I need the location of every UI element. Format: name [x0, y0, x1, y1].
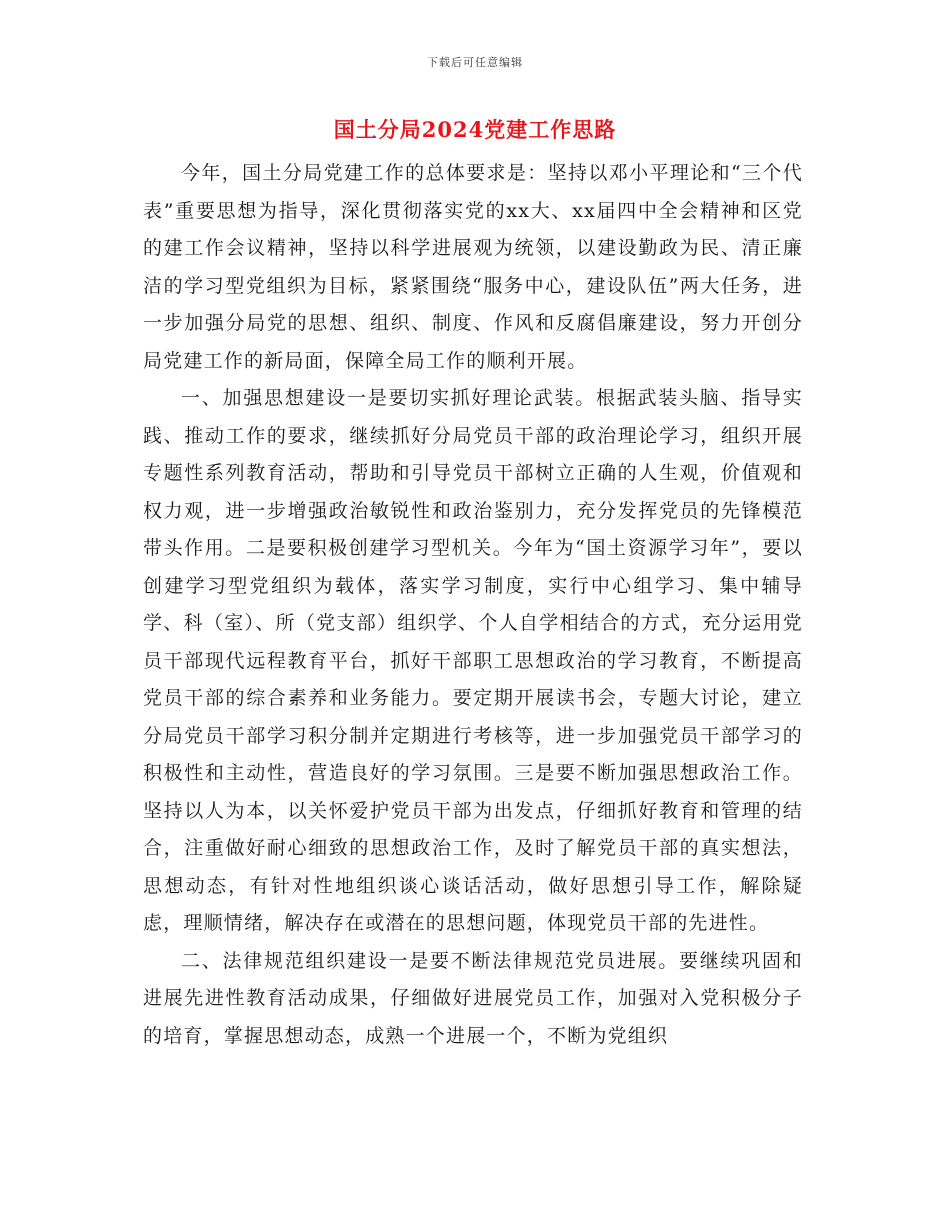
paragraph-section-2: 二、法律规范组织建设一是要不断法律规范党员进展。要继续巩固和进展先进性教育活动成果，仔细做好进展党员工作，加强对入党积极分子的培育，掌握思想动态，成熟一个进展一个，不断为党组织 [143, 949, 803, 1047]
document-title: 国土分局2024党建工作思路 [333, 117, 617, 142]
paragraph-intro: 今年，国土分局党建工作的总体要求是：坚持以邓小平理论和“三个代表”重要思想为指导，深化贯彻落实党的xx大、xx届四中全会精神和区党的建工作会议精神，坚持以科学进展观为统领，以建设勤政为民、清正廉洁的学习型党组织为目标，紧紧围绕“服务中心，建设队伍”两大任务，进一步加强分局党的思想、组织、制度、作风和反腐倡廉建设，努力开创分局党建工作的新局面，保障全局工作的顺利开展。 [143, 162, 803, 372]
document-body [143, 155, 803, 1055]
paragraph-section-1: 一、加强思想建设一是要切实抓好理论武装。根据武装头脑、指导实践、推动工作的要求，继续抓好分局党员干部的政治理论学习，组织开展专题性系列教育活动，帮助和引导党员干部树立正确的人生观，价值观和权力观，进一步增强政治敏锐性和政治鉴别力，充分发挥党员的先锋模范带头作用。二是要积极创建学习型机关。今年为“国土资源学习年”，要以创建学习型党组织为载体，落实学习制度，实行中心组学习、集中辅导学、科（室）、所（党支部）组织学、个人自学相结合的方式，充分运用党员干部现代远程教育平台，抓好干部职工思想政治的学习教育，不断提高党员干部的综合素养和业务能力。要定期开展读书会，专题大讨论，建立分局党员干部学习积分制并定期进行考核等，进一步加强党员干部学习的积极性和主动性，营造良好的学习氛围。三是要不断加强思想政治工作。坚持以人为本，以关怀爱护党员干部为出发点，仔细抓好教育和管理的结合，注重做好耐心细致的思想政治工作，及时了解党员干部的真实想法，思想动态，有针对性地组织谈心谈话活动，做好思想引导工作，解除疑虑，理顺情绪，解决存在或潜在的思想问题，体现党员干部的先进性。 [143, 387, 803, 934]
header-note: 下载后可任意编辑 [427, 56, 523, 69]
